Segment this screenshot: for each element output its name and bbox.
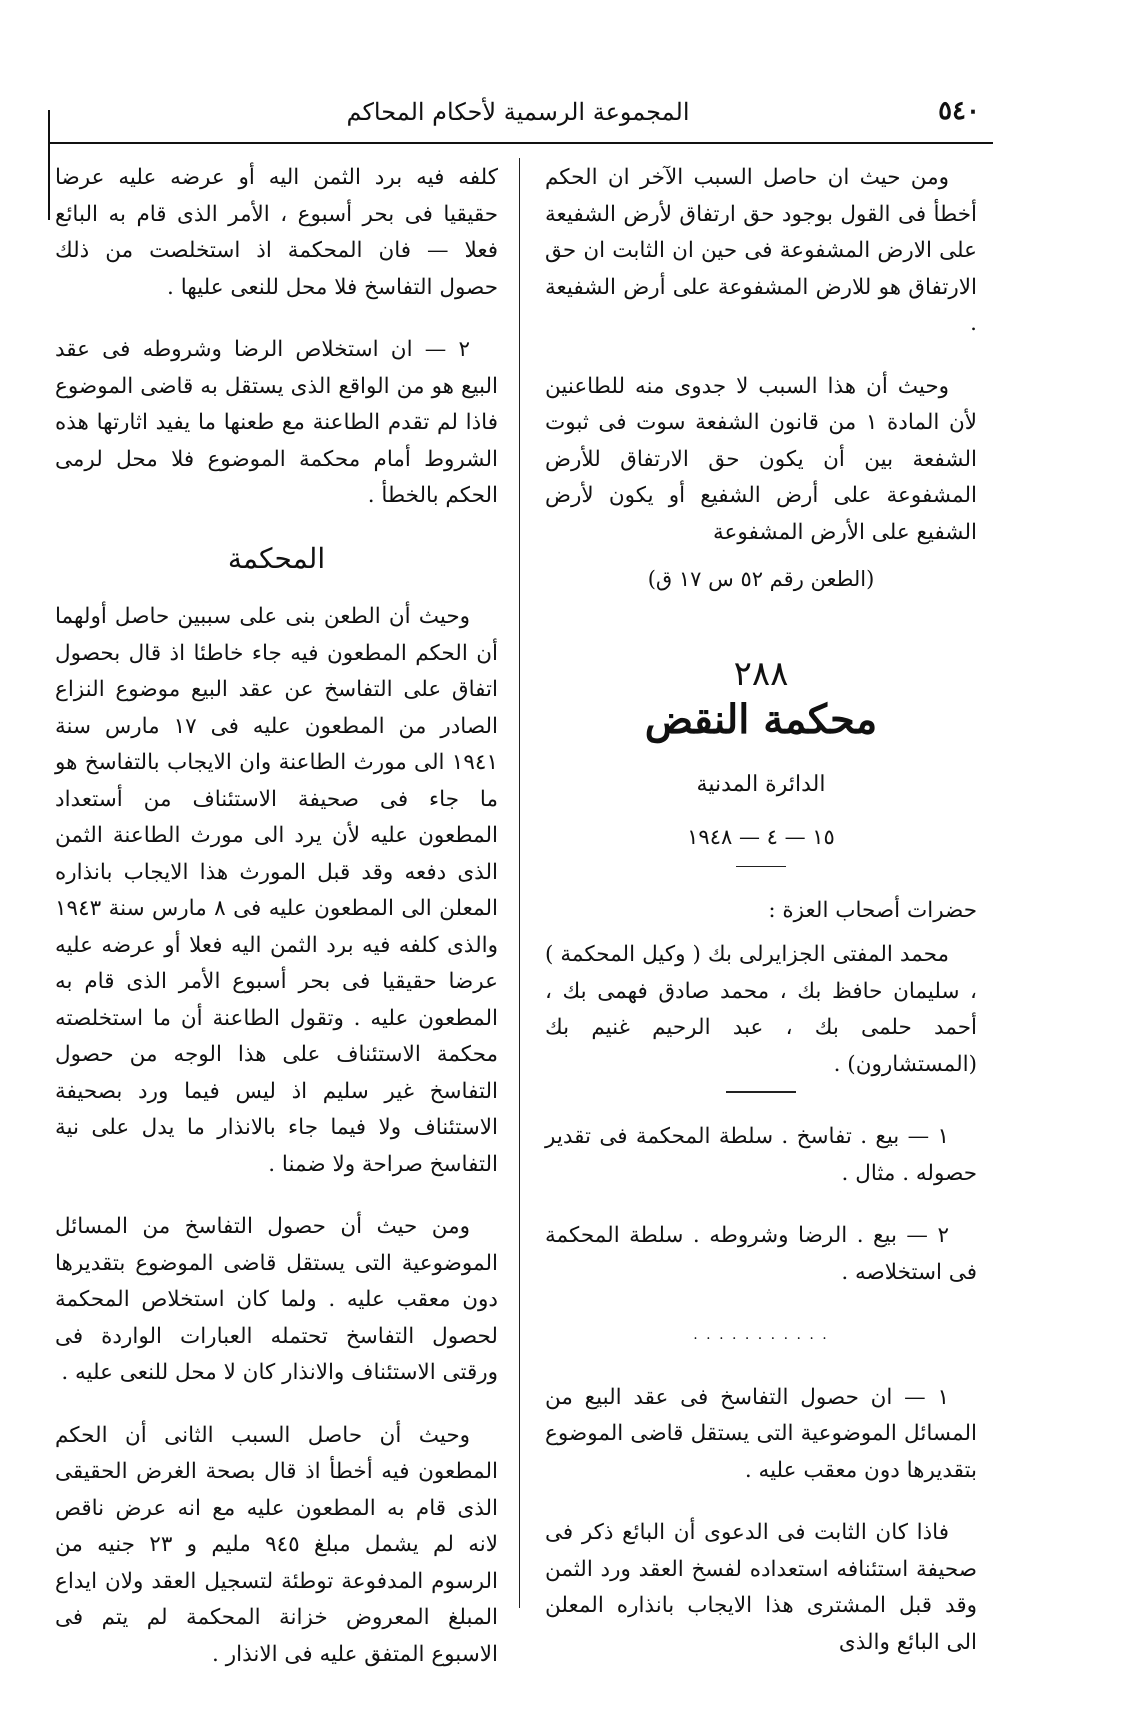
- case-number: ٢٨٨: [733, 653, 789, 694]
- case-reference: (الطعن رقم ٥٢ س ١٧ ق): [647, 567, 875, 591]
- paragraph: كلفه فيه برد الثمن اليه أو عرضه عليه عرضا حقيقيا فى بحر أسبوع ، الأمر الذى قام به البائع فعلا — فان المحكمة اذ استخلصت من ذلك حصول التفاسخ فلا محل للنعى عليها .: [55, 165, 498, 300]
- judges-block: [545, 893, 977, 1084]
- headnote: ٢ — بيع . الرضا وشروطه . سلطة المحكمة فى استخلاصه .: [545, 1223, 977, 1285]
- paragraph: وحيث أن هذا السبب لا جدوى منه للطاعنين لأن المادة ١ من قانون الشفعة سوت فى ثبوت الشفعة بين أن يكون حق الارتفاق للأرض المشفوعة على أرض الشفيع أو يكون لأرض الشفيع على الأرض المشفوعة: [545, 373, 977, 545]
- judges-intro: حضرات أصحاب العزة :: [768, 897, 977, 923]
- left-column: [55, 160, 498, 1699]
- paragraph: ٢ — ان استخلاص الرضا وشروطه فى عقد البيع هو من الواقع الذى يستقل به قاضى الموضوع فاذا لم تقدم الطاعنة مع طعنها ما يفيد اثارتها هذه الشروط أمام محكمة الموضوع فلا محل لرمى الحكم بالخطأ .: [55, 337, 498, 508]
- dotted-divider: . . . . . . . . . . .: [693, 1327, 829, 1343]
- running-title: المجموعة الرسمية لأحكام المحاكم: [346, 98, 690, 126]
- principle: ١ — ان حصول التفاسخ فى عقد البيع من المسائل الموضوعية التى يستقل قاضى الموضوع بتقديرها دون معقب عليه .: [545, 1384, 977, 1483]
- judges-list: محمد المفتى الجزايرلى بك ( وكيل المحكمة ) ، سليمان حافظ بك ، محمد صادق فهمى بك ، أحمد حلمى بك ، عبد الرحيم غنيم بك (المستشارون) .: [545, 942, 977, 1077]
- court-name: محكمة النقض: [644, 696, 878, 743]
- page-header: [48, 92, 988, 138]
- principle-continued: فاذا كان الثابت فى الدعوى أن البائع ذكر فى صحيفة استئنافه استعداده لفسخ العقد ورد الثمن وقد قبل المشترى هذا الايجاب بانذاره المعلن الى البائع والذى: [545, 1520, 977, 1655]
- right-column: [545, 160, 977, 1687]
- page-edge-mark: [48, 110, 50, 220]
- column-divider: [519, 158, 520, 1608]
- headnote: ١ — بيع . تفاسخ . سلطة المحكمة فى تقدير حصوله . مثال .: [545, 1124, 977, 1186]
- paragraph: وحيث أن حاصل السبب الثانى أن الحكم المطعون فيه أخطأ اذ قال بصحة الغرض الحقيقى الذى قام به المطعون عليه مع انه عرض ناقص لانه لم يشمل مبلغ ٩٤٥ مليم و ٢٣ جنيه من الرسوم المدفوعة توطئة لتسجيل العقد ولان ايداع المبلغ المعروض خزانة المحكمة لم يتم فى الاسبوع المتفق عليه فى الانذار .: [55, 1422, 498, 1667]
- paragraph: ومن حيث أن حصول التفاسخ من المسائل الموضوعية التى يستقل قاضى الموضوع بتقديرها دون معقب عليه . ولما كان استخلاص المحكمة لحصول التفاسخ تحتمله العبارات الواردة فى ورقتى الاستئناف والانذار كان لا محل للنعى عليه .: [55, 1214, 498, 1385]
- paragraph: وحيث أن الطعن بنى على سببين حاصل أولهما أن الحكم المطعون فيه جاء خاطئا اذ قال بحصول اتفاق على التفاسخ عن عقد البيع موضوع النزاع الصادر من المطعون عليه فى ١٧ مارس سنة ١٩٤١ الى مورث الطاعنة وان الايجاب بالتفاسخ هو ما جاء فى صحيفة الاستئناف من أستعداد المطعون عليه لأن يرد الى مورث الطاعنة الثمن الذى دفعه وقد قبل المورث هذا الايجاب بانذاره المعلن الى المطعون عليه فى ٨ مارس سنة ١٩٤٣ والذى كلفه فيه برد الثمن اليه فعلا أو عرضه عليه عرضا حقيقيا فى بحر أسبوع الأمر الذى قام به المطعون عليه . وتقول الطاعنة أن ما استخلصته محكمة الاستئناف على هذا الوجه من حصول التفاسخ غير سليم اذ ليس فيما ورد بصحيفة الاستئناف ولا فيما جاء بالانذار ما يدل على نية التفاسخ صراحة ولا ضمنا .: [55, 604, 498, 1177]
- circuit-name: الدائرة المدنية: [696, 771, 826, 797]
- session-date: ١٥ — ٤ — ١٩٤٨: [687, 825, 835, 849]
- page-number: ٥٤٠: [938, 96, 980, 126]
- section-title: المحكمة: [227, 541, 326, 575]
- header-rule: [48, 142, 993, 144]
- paragraph: ومن حيث ان حاصل السبب الآخر ان الحكم أخطأ فى القول بوجود حق ارتفاق لأرض الشفيعة على الارض المشفوعة فى حين ان الثابت ان حق الارتفاق هو للارض المشفوعة على أرض الشفيعة .: [545, 165, 977, 336]
- divider: [726, 1091, 796, 1093]
- divider: [736, 866, 786, 867]
